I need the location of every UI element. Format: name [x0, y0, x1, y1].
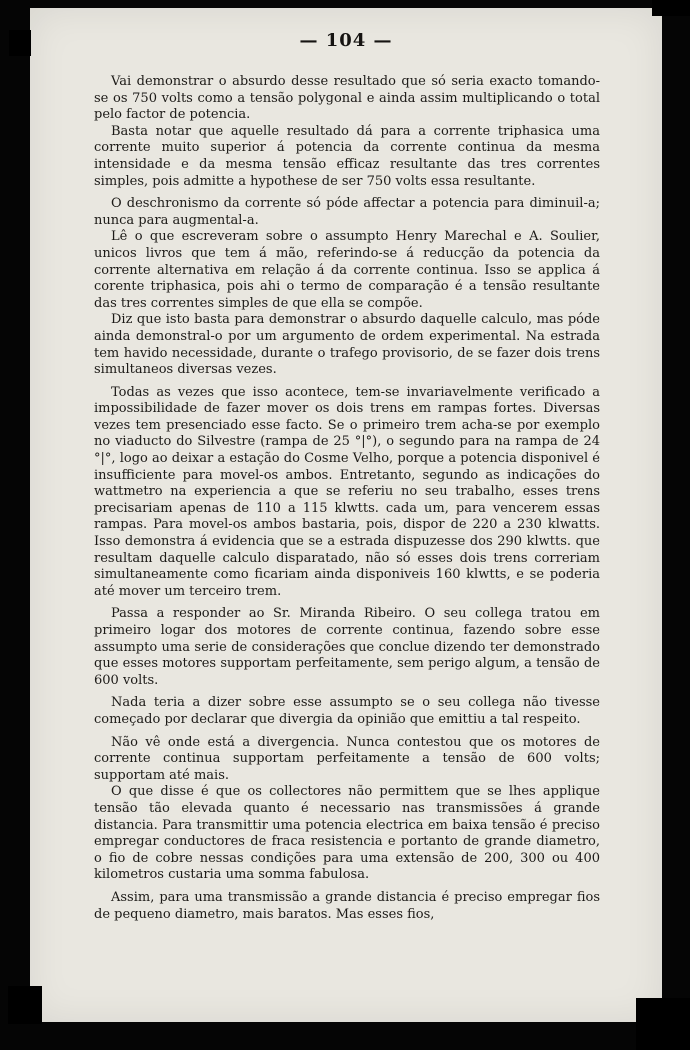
scan-artifact-bottom-left	[8, 986, 42, 1024]
paragraph: O deschronismo da corrente só póde affectar a potencia para diminuil-a; nunca para augmental-a.	[94, 196, 600, 228]
scan-artifact-bottom-right	[636, 998, 690, 1050]
paragraph: Diz que isto basta para demonstrar o absurdo daquelle calculo, mas póde ainda demonstral-o por um argumento de ordem experimental. Na estrada tem havido necessidade, durante o trafego provisorio, de se fazer dois trens simultaneos diversas vezes.	[94, 312, 600, 378]
paragraph: Todas as vezes que isso acontece, tem-se invariavelmente verificado a impossibilidade de fazer mover os dois trens em rampas fortes. Diversas vezes tem presenciado esse facto. Se o primeiro trem acha-se por exemplo no viaducto do Silvestre (rampa de 25 °|°), o segundo para na rampa de 24 °|°, logo ao deixar a estação do Cosme Velho, porque a potencia disponivel é insufficiente para movel-os ambos. Entretanto, segundo as indicações do wattmetro na experiencia a que se referiu no seu trabalho, esses trens precisariam apenas de 110 a 115 klwtts. cada um, para vencerem essas rampas. Para movel-os ambos bastaria, pois, dispor de 220 a 230 klwatts. Isso demonstra á evidencia que se a estrada dispuzesse dos 290 klwtts. que resultam daquelle calculo disparatado, não só esses dois trens correriam simultaneamente como ficariam ainda disponiveis 160 klwtts, e se poderia até mover um terceiro trem.	[94, 384, 600, 599]
paragraph: Vai demonstrar o absurdo desse resultado que só seria exacto tomando-se os 750 volts como a tensão polygonal e ainda assim multiplicando o total pelo factor de potencia.	[94, 74, 600, 123]
scan-artifact-top-left	[9, 30, 31, 56]
paragraph: Assim, para uma transmissão a grande distancia é preciso empregar fios de pequeno diametro, mais baratos. Mas esses fios,	[94, 889, 600, 922]
paragraph: Não vê onde está a divergencia. Nunca contestou que os motores de corrente continua supportam perfeitamente a tensão de 600 volts; supportam até mais.	[94, 734, 600, 783]
paragraph: Basta notar que aquelle resultado dá para a corrente triphasica uma corrente muito superior á potencia da corrente continua da mesma intensidade e da mesma tensão efficaz resultante das tres correntes simples, pois admitte a hypothese de ser 750 volts essa resultante.	[94, 123, 600, 189]
paragraph: Lê o que escreveram sobre o assumpto Henry Marechal e A. Soulier, unicos livros que tem á mão, referindo-se á reducção da potencia da corrente alternativa em relação á da corrente continua. Isso se applica á corente triphasica, pois ahi o termo de comparação é a tensão resultante das tres correntes simples de que ella se compõe.	[94, 229, 600, 311]
paragraph: Passa a responder ao Sr. Miranda Ribeiro. O seu collega tratou em primeiro logar dos motores de corrente continua, fazendo sobre esse assumpto uma serie de considerações que conclue dizendo ter demonstrado que esses motores supportam perfeitamente, sem perigo algum, a tensão de 600 volts.	[94, 606, 600, 688]
document-page	[30, 8, 662, 1022]
paragraph: O que disse é que os collectores não permittem que se lhes applique tensão tão elevada quanto é necessario nas transmissões á grande distancia. Para transmittir uma potencia electrica em baixa tensão é preciso empregar conductores de fraca resistencia e portanto de grande diametro, o fio de cobre nessas condições para uma extensão de 200, 300 ou 400 kilometros custaria uma somma fabulosa.	[94, 784, 600, 883]
body-text	[94, 74, 600, 923]
paragraph: Nada teria a dizer sobre esse assumpto se o seu collega não tivesse começado por declarar que divergia da opinião que emittiu a tal respeito.	[94, 695, 600, 727]
scan-artifact-top-right	[652, 0, 690, 16]
page-number: — 104 —	[299, 30, 393, 51]
